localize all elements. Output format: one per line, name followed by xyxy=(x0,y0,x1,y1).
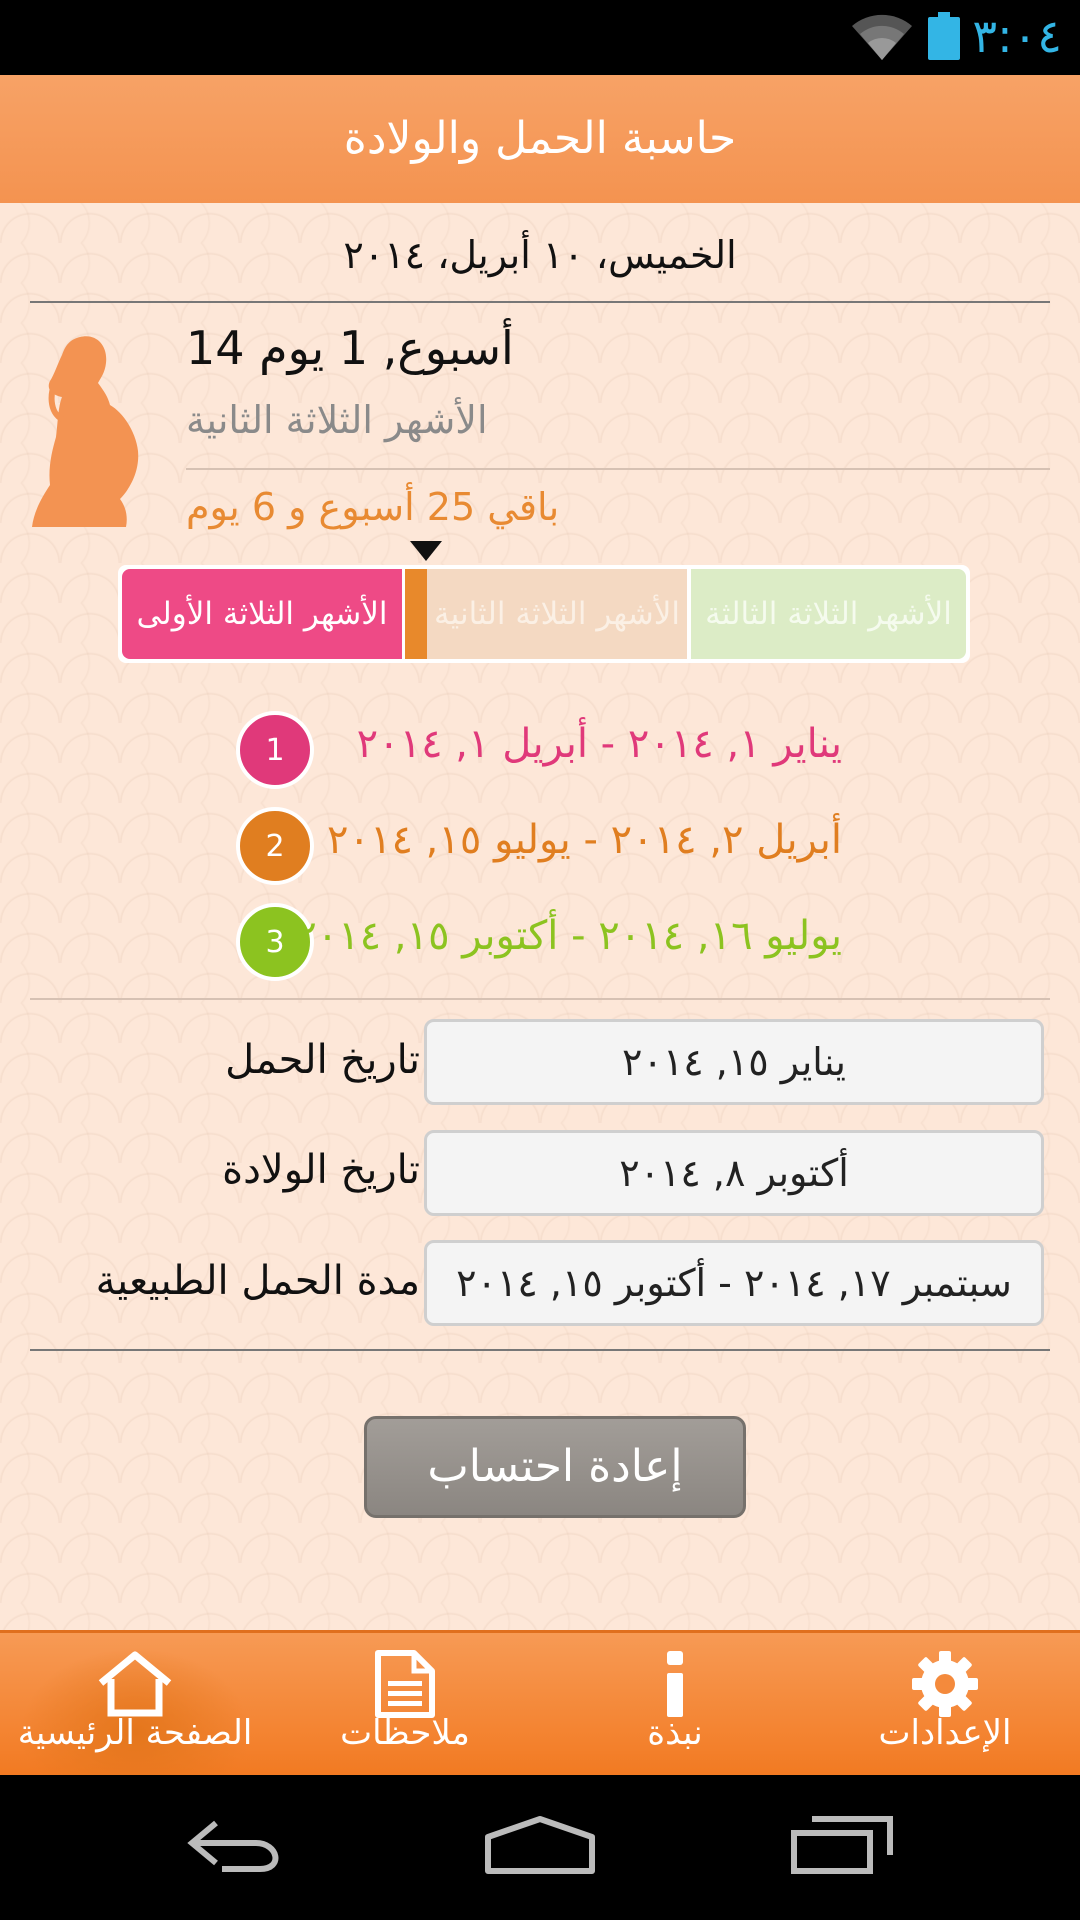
nav-about-label: نبذة xyxy=(647,1713,703,1753)
conception-date-label: تاريخ الحمل xyxy=(225,1037,420,1083)
due-date-label: تاريخ الولادة xyxy=(222,1147,420,1193)
progress-marker-icon xyxy=(410,541,442,561)
nav-home[interactable] xyxy=(0,1633,270,1775)
pregnant-woman-icon xyxy=(28,333,140,527)
main-content xyxy=(0,203,1080,1630)
home-icon xyxy=(95,1649,175,1717)
back-icon[interactable] xyxy=(186,1815,290,1875)
trimester-second: الأشهر الثلاثة الثانية xyxy=(427,569,687,659)
divider xyxy=(30,301,1050,303)
recalculate-button[interactable]: إعادة احتساب xyxy=(364,1416,746,1518)
normal-term-field[interactable]: سبتمبر ١٧, ٢٠١٤ - أكتوبر ١٥, ٢٠١٤ xyxy=(424,1240,1044,1326)
trimester-third: الأشهر الثلاثة الثالثة xyxy=(691,569,966,659)
trimester-first: الأشهر الثلاثة الأولى xyxy=(122,569,402,659)
gear-icon xyxy=(910,1649,980,1719)
range-number-badge: 3 xyxy=(236,903,314,981)
range-number-badge: 2 xyxy=(236,807,314,885)
clock: ٣:٠٤ xyxy=(972,9,1062,63)
range-dates: يوليو ١٦, ٢٠١٤ - أكتوبر ١٥, ٢٠١٤ xyxy=(295,913,842,959)
wifi-icon xyxy=(850,12,914,62)
trimester-range-2 xyxy=(0,807,1080,887)
current-date: الخميس، ١٠ أبريل، ٢٠١٤ xyxy=(343,233,737,277)
range-dates: أبريل ٢, ٢٠١٤ - يوليو ١٥, ٢٠١٤ xyxy=(327,817,842,863)
nav-home-label: الصفحة الرئيسية xyxy=(17,1713,253,1753)
nav-settings-label: الإعدادات xyxy=(878,1713,1012,1753)
divider xyxy=(186,468,1050,470)
divider xyxy=(30,1349,1050,1351)
range-number-badge: 1 xyxy=(236,711,314,789)
nav-notes-label: ملاحظات xyxy=(340,1713,470,1753)
bottom-nav xyxy=(0,1630,1080,1775)
due-date-field[interactable]: أكتوبر ٨, ٢٠١٤ xyxy=(424,1130,1044,1216)
range-dates: يناير ١, ٢٠١٤ - أبريل ١, ٢٠١٤ xyxy=(356,721,842,767)
notes-icon xyxy=(374,1649,436,1719)
divider xyxy=(30,998,1050,1000)
nav-notes[interactable] xyxy=(270,1633,540,1775)
battery-icon xyxy=(928,12,960,60)
current-trimester: الأشهر الثلاثة الثانية xyxy=(186,398,488,442)
normal-term-label: مدة الحمل الطبيعية xyxy=(95,1258,420,1304)
trimester-progress xyxy=(405,569,427,659)
trimester-range-1 xyxy=(0,711,1080,791)
status-bar xyxy=(0,0,1080,75)
info-icon xyxy=(660,1649,690,1719)
nav-settings[interactable] xyxy=(810,1633,1080,1775)
recents-icon[interactable] xyxy=(790,1815,894,1875)
trimester-bar xyxy=(118,565,970,663)
app-title: حاسبة الحمل والولادة xyxy=(0,75,1080,203)
conception-date-field[interactable]: يناير ١٥, ٢٠١٤ xyxy=(424,1019,1044,1105)
trimester-range-3 xyxy=(0,903,1080,983)
week-day-count: 14 أسبوع, 1 يوم xyxy=(186,321,514,375)
home-outline-icon[interactable] xyxy=(484,1815,596,1875)
system-nav-bar xyxy=(0,1775,1080,1920)
remaining-time: باقي 25 أسبوع و 6 يوم xyxy=(186,485,560,529)
nav-about[interactable] xyxy=(540,1633,810,1775)
